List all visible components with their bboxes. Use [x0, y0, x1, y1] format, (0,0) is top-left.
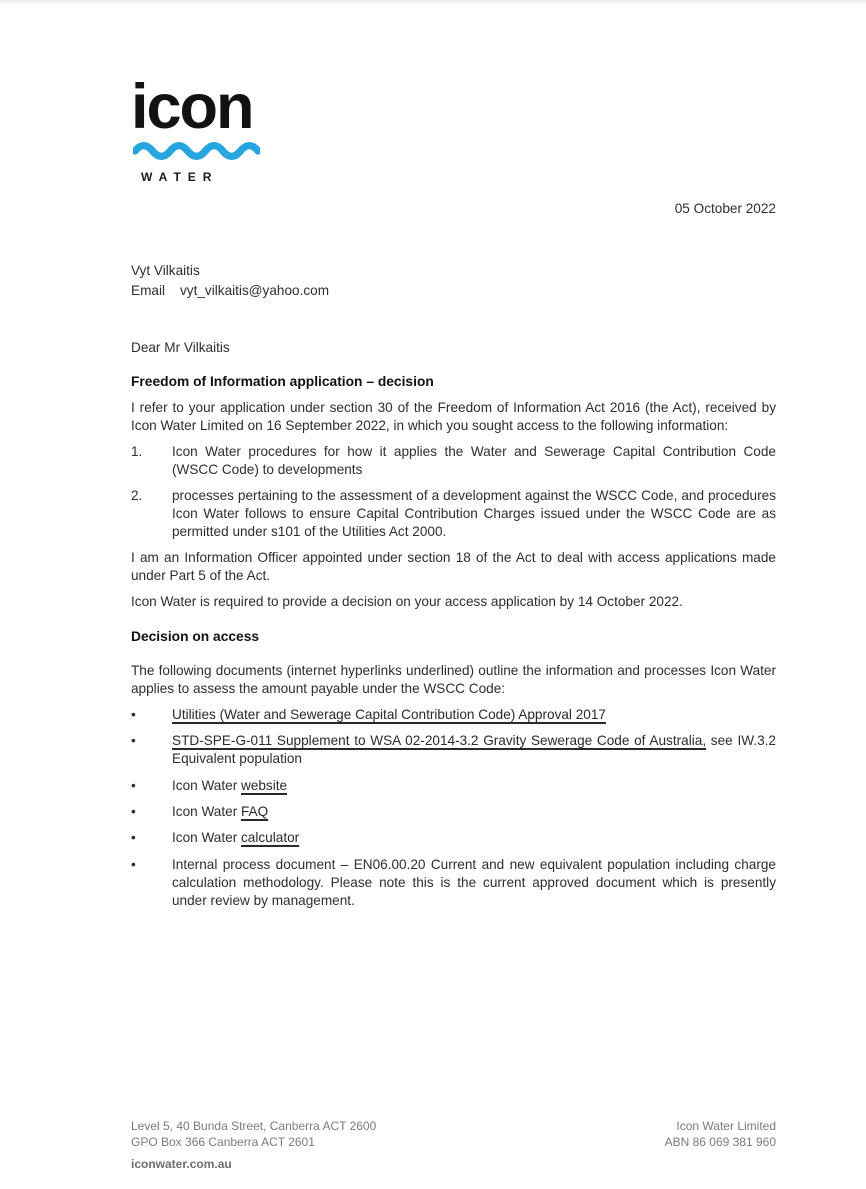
subject-heading: Freedom of Information application – decision	[131, 374, 434, 389]
bullet-item	[131, 829, 776, 847]
footer-company-block	[665, 1119, 776, 1173]
wave-path	[135, 146, 258, 157]
bullet-marker: •	[131, 733, 136, 748]
bullet-item	[131, 706, 776, 724]
salutation: Dear Mr Vilkaitis	[131, 340, 230, 355]
numbered-item-2-marker: 2.	[131, 488, 143, 503]
link-utilities-approval-2017[interactable]: Utilities (Water and Sewerage Capital Contribution Code) Approval 2017	[172, 707, 606, 722]
numbered-item-1-text: Icon Water procedures for how it applies the Water and Sewerage Capital Contribution Code (WSCC Code) to developments	[172, 444, 776, 477]
bullet-item	[131, 777, 776, 795]
bullet-text-after: see IW.3.2 Equivalent population	[172, 733, 776, 766]
footer-company-name: Icon Water Limited	[676, 1119, 776, 1133]
bullet-icon-water-website	[172, 777, 776, 795]
bullet-icon-water-faq	[172, 803, 776, 821]
officer-paragraph: I am an Information Officer appointed under section 18 of the Act to deal with access applications made under Part 5 of the Act.	[131, 550, 776, 583]
footer-address-block	[131, 1119, 376, 1173]
letter-date: 05 October 2022	[674, 201, 776, 216]
logo-subtext: WATER	[141, 170, 219, 184]
deadline-paragraph: Icon Water is required to provide a decision on your access application by 14 October 2022.	[131, 594, 683, 609]
letter-footer	[131, 1119, 776, 1173]
numbered-item-2-text: processes pertaining to the assessment of a development against the WSCC Code, and procedures Icon Water follows to ensure Capital Contribution Charges issued under the WSCC Code are as permitted under s101 of the Utilities Act 2000.	[172, 488, 776, 539]
bullet-marker: •	[131, 857, 136, 872]
bullet-text-before: Internal process document – EN06.00.20 Current and new equivalent population including charge calculation methodology. Please note this is the current approved document which is presently under review by management.	[172, 857, 776, 908]
bullet-marker: •	[131, 707, 136, 722]
bullet-internal-process-document	[172, 856, 776, 910]
logo-wordmark: icon	[131, 72, 253, 142]
link-icon-water-website[interactable]: website	[241, 778, 288, 793]
bullet-std-spe-g-011	[172, 732, 776, 768]
bullet-icon-water-calculator	[172, 829, 776, 847]
bullet-item	[131, 803, 776, 821]
bullet-marker: •	[131, 804, 136, 819]
link-std-spe-g-011-supplement[interactable]: STD-SPE-G-011 Supplement to WSA 02-2014-3.2 Gravity Sewerage Code of Australia,	[172, 733, 707, 748]
bullet-marker: •	[131, 830, 136, 845]
recipient-email: vyt_vilkaitis@yahoo.com	[180, 283, 330, 298]
page-top-edge	[0, 0, 866, 5]
recipient-name: Vyt Vilkaitis	[131, 263, 200, 278]
wave-icon	[133, 140, 260, 162]
link-icon-water-faq[interactable]: FAQ	[241, 804, 269, 819]
bullet-utilities-approval	[172, 706, 776, 724]
bullet-text-before: Icon Water	[172, 778, 241, 793]
bullet-item	[131, 856, 776, 910]
recipient-block	[131, 262, 776, 300]
numbered-item-2	[131, 487, 776, 541]
link-icon-water-calculator[interactable]: calculator	[241, 830, 300, 845]
icon-water-logo	[131, 0, 776, 186]
documents-intro-paragraph: The following documents (internet hyperlinks underlined) outline the information and processes Icon Water applies to assess the amount payable under the WSCC Code:	[131, 663, 776, 696]
recipient-email-line	[131, 282, 776, 300]
bullet-text-before: Icon Water	[172, 804, 241, 819]
footer-abn: ABN 86 069 381 960	[664, 1134, 776, 1149]
email-label: Email	[131, 283, 165, 298]
footer-address-line-1: Level 5, 40 Bunda Street, Canberra ACT 2600	[131, 1119, 377, 1133]
bullet-text-before: Icon Water	[172, 830, 241, 845]
numbered-item-1-marker: 1.	[131, 444, 143, 459]
intro-paragraph: I refer to your application under section 30 of the Freedom of Information Act 2016 (the Act), received by Icon Water Limited on 16 September 2022, in which you sought access to the following information:	[131, 400, 776, 433]
footer-website: iconwater.com.au	[131, 1157, 232, 1171]
numbered-item-1	[131, 443, 776, 479]
decision-on-access-heading: Decision on access	[131, 629, 260, 644]
bullet-marker: •	[131, 778, 136, 793]
bullet-item	[131, 732, 776, 768]
footer-address-line-2: GPO Box 366 Canberra ACT 2601	[131, 1134, 315, 1149]
